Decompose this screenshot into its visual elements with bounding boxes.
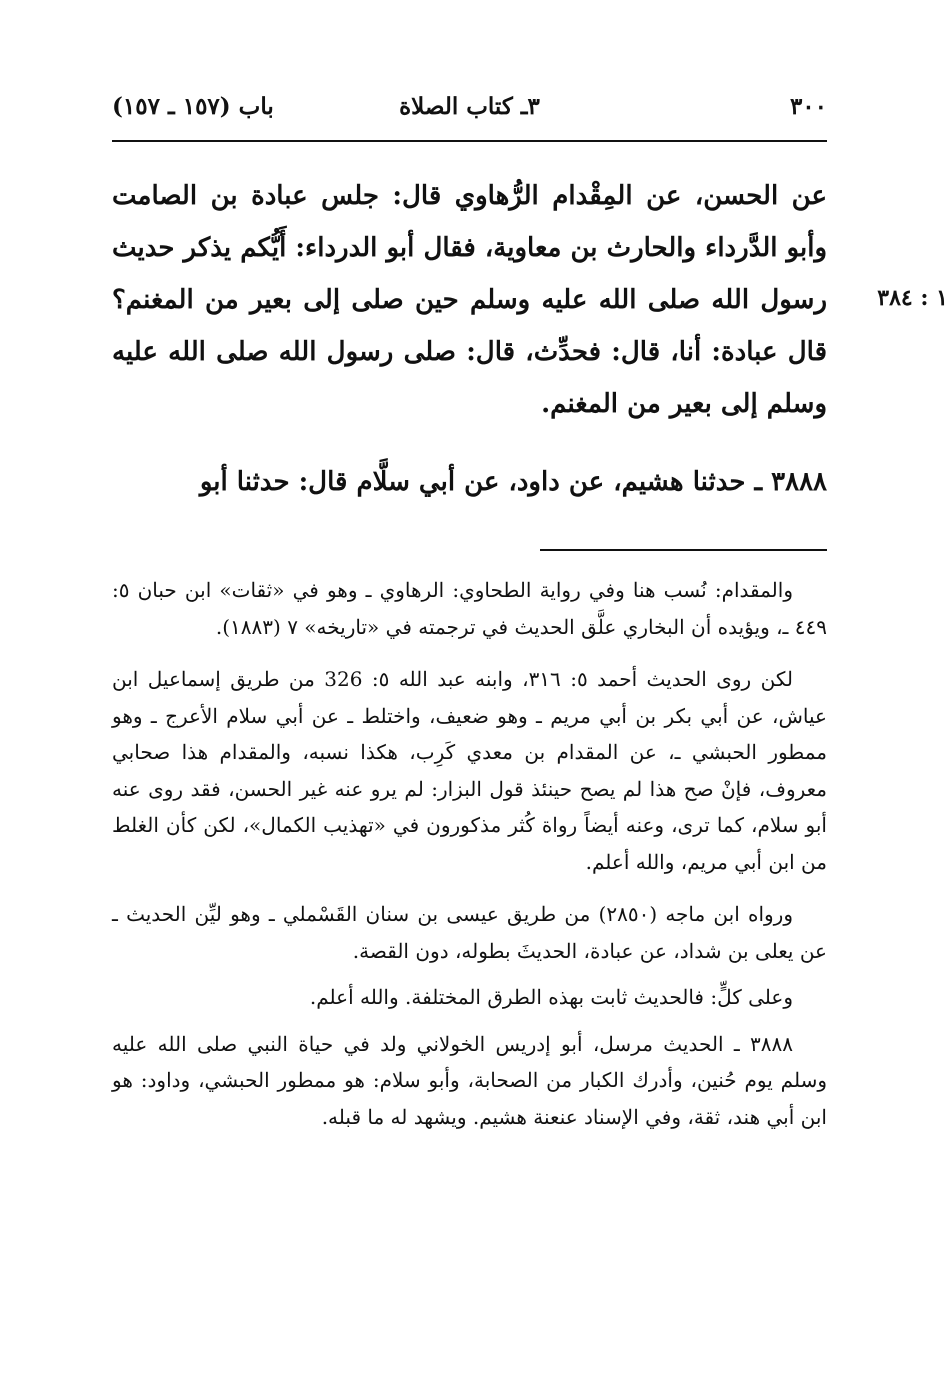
footnote-1: والمقدام: نُسب هنا وفي رواية الطحاوي: الرهاوي ـ وهو في «ثقات» ابن حبان ٥: ٤٤٩ ـ، ويؤيده أن البخاري علَّق الحديث في ترجمته في «تاريخه» ٧ (١٨٨٣). — [112, 578, 827, 639]
running-header — [112, 86, 827, 126]
footnote-5: ٣٨٨٨ ـ الحديث مرسل، أبو إدريس الخولاني ولد في حياة النبي صلى الله عليه وسلم يوم حُنين، وأدرك الكبار من الصحابة، وأبو سلام: هو ممطور الحبشي، وداود: هو ابن أبي هند، ثقة، وفي الإسناد عنعنة هشيم. ويشهد له ما قبله. — [112, 1031, 827, 1129]
book-title: ٣ـ كتاب الصلاة — [399, 92, 540, 120]
page-number: ٣٠٠ — [789, 92, 827, 120]
header-rule — [112, 140, 827, 142]
footnote-3: ورواه ابن ماجه (٢٨٥٠) من طريق عيسى بن سنان القَسْملي ـ وهو ليِّن الحديث ـ عن يعلى بن شداد، عن عبادة، الحديثَ بطوله، دون القصة. — [112, 902, 827, 963]
footnote-4: وعلى كلٍّ: فالحديث ثابت بهذه الطرق المختلفة. والله أعلم. — [309, 985, 793, 1009]
chapter-reference: باب (١٥٧ ـ ١٥٧) — [112, 92, 274, 120]
margin-reference: ١ : ٣٨٤ — [877, 285, 948, 311]
footnotes — [112, 572, 827, 1151]
footnote-rule — [540, 549, 827, 551]
main-paragraph-1: عن الحسن، عن المِقْدام الرُّهاوي قال: جلس عبادة بن الصامت وأبو الدَّرداء والحارث بن معاوية، فقال أبو الدرداء: أَيُّكم يذكر حديث رسول الله صلى الله عليه وسلم حين صلى إلى بعير من المغنم؟ قال عبادة: أنا، قال: فحدِّث، قال: صلى رسول الله صلى الله عليه وسلم إلى بعير من المغنم. — [112, 181, 828, 419]
main-text — [112, 170, 827, 508]
footnote-2: لكن روى الحديث أحمد ٥: ٣١٦، وابنه عبد الله ٥: 326 من طريق إسماعيل ابن عياش، عن أبي بكر بن أبي مريم ـ وهو ضعيف، واختلط ـ عن أبي سلام الأعرج ـ وهو ممطور الحبشي ـ، عن المقدام بن معدي كَرِب، هكذا نسبه، والمقدام هذا صحابي معروف، فإنْ صح هذا لم يصح حينئذ قول البزار: لم يرو عنه غير الحسن، فقد روى عنه أبو سلام، كما ترى، وعنه أيضاً رواة كُثر مذكورون في «تهذيب الكمال»، لكن كأن الغلط من ابن أبي مريم، والله أعلم. — [112, 667, 827, 874]
main-paragraph-2: ٣٨٨٨ ـ حدثنا هشيم، عن داود، عن أبي سلَّام قال: حدثنا أبو — [199, 467, 827, 497]
